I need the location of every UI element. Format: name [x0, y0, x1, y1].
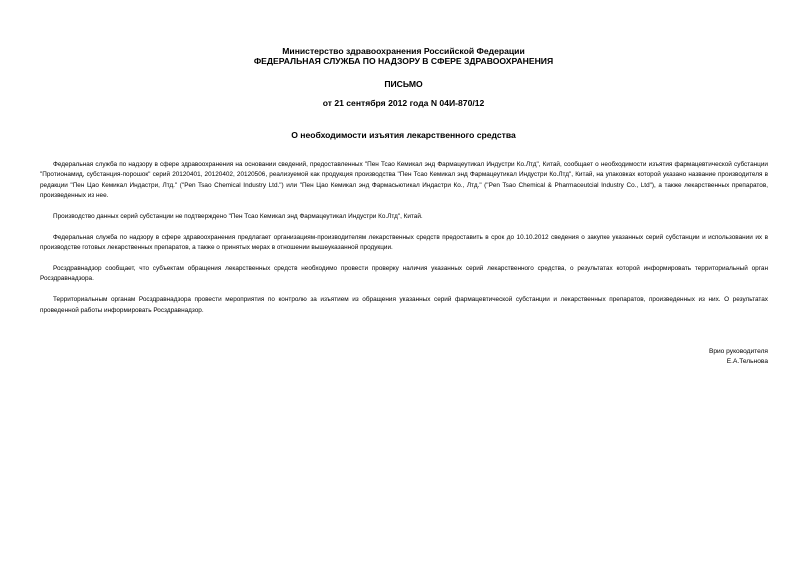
document-subject: О необходимости изъятия лекарственного средства [291, 130, 516, 140]
signatory-name: Е.А.Тельнова [726, 358, 768, 366]
body-paragraph: Росздравнадзор сообщает, что субъектам обращения лекарственных средств необходимо провести проверку наличия указанных серий лекарственного средства, о результатах которой информировать территориальный орган Росздравнадзора. [40, 265, 768, 283]
ministry-name: Министерство здравоохранения Российской Федерации [282, 46, 525, 56]
letterhead [0, 46, 807, 66]
document-date-number: от 21 сентября 2012 года N 04И-870/12 [322, 98, 485, 108]
signature-block [709, 347, 768, 368]
letter-body [40, 160, 768, 326]
document-type: ПИСЬМО [384, 79, 423, 89]
body-paragraph: Федеральная служба по надзору в сфере здравоохранения на основании сведений, предоставленных "Пен Тсао Кемикал энд Фармацеутикал Индустри Ко.Лтд", Китай, сообщает о необходимости изъятия фармацевтической субстанции "Протионамид, субстанция-порошок" серий 20120401, 20120402, 20120506, реализуемой как продукция производства "Пен Тсао Кемикал энд Фармацеутикал Индустри Ко.Лтд", Китай, на упаковках которой указано название производителя в редакции "Пен Цао Кемикал Индастри, Лтд." ("Pen Tsao Chemical Industry Ltd.") или "Пен Цао Кемикал энд Фармасьютикал Индастри Ко., Лтд." ("Pen Tsao Chemical & Pharmaceutcial Industry Co., Ltd"), а также лекарственных препаратов, произведенных из нее. [40, 161, 768, 200]
body-paragraph: Федеральная служба по надзору в сфере здравоохранения предлагает организациям-производителям лекарственных средств предоставить в срок до 10.10.2012 сведения о закупке указанных серий субстанции и использовании их в производстве готовых лекарственных препаратов, а также о принятых мерах в отношении вышеуказанной продукции. [40, 233, 768, 252]
body-paragraph: Территориальным органам Росздравнадзора провести мероприятия по контролю за изъятием из обращения указанных серий фармацевтической субстанции и лекарственных препаратов, произведенных из них. О результатах проведенной работы информировать Росздравнадзор. [40, 296, 768, 314]
agency-name: ФЕДЕРАЛЬНАЯ СЛУЖБА ПО НАДЗОРУ В СФЕРЕ ЗДРАВООХРАНЕНИЯ [253, 56, 554, 66]
signatory-title: Врио руководителя [708, 348, 768, 355]
body-paragraph: Производство данных серий субстанции не подтверждено "Пен Тсао Кемикал энд Фармацеутикал Индустри Ко.Лтд", Китай. [53, 213, 423, 221]
